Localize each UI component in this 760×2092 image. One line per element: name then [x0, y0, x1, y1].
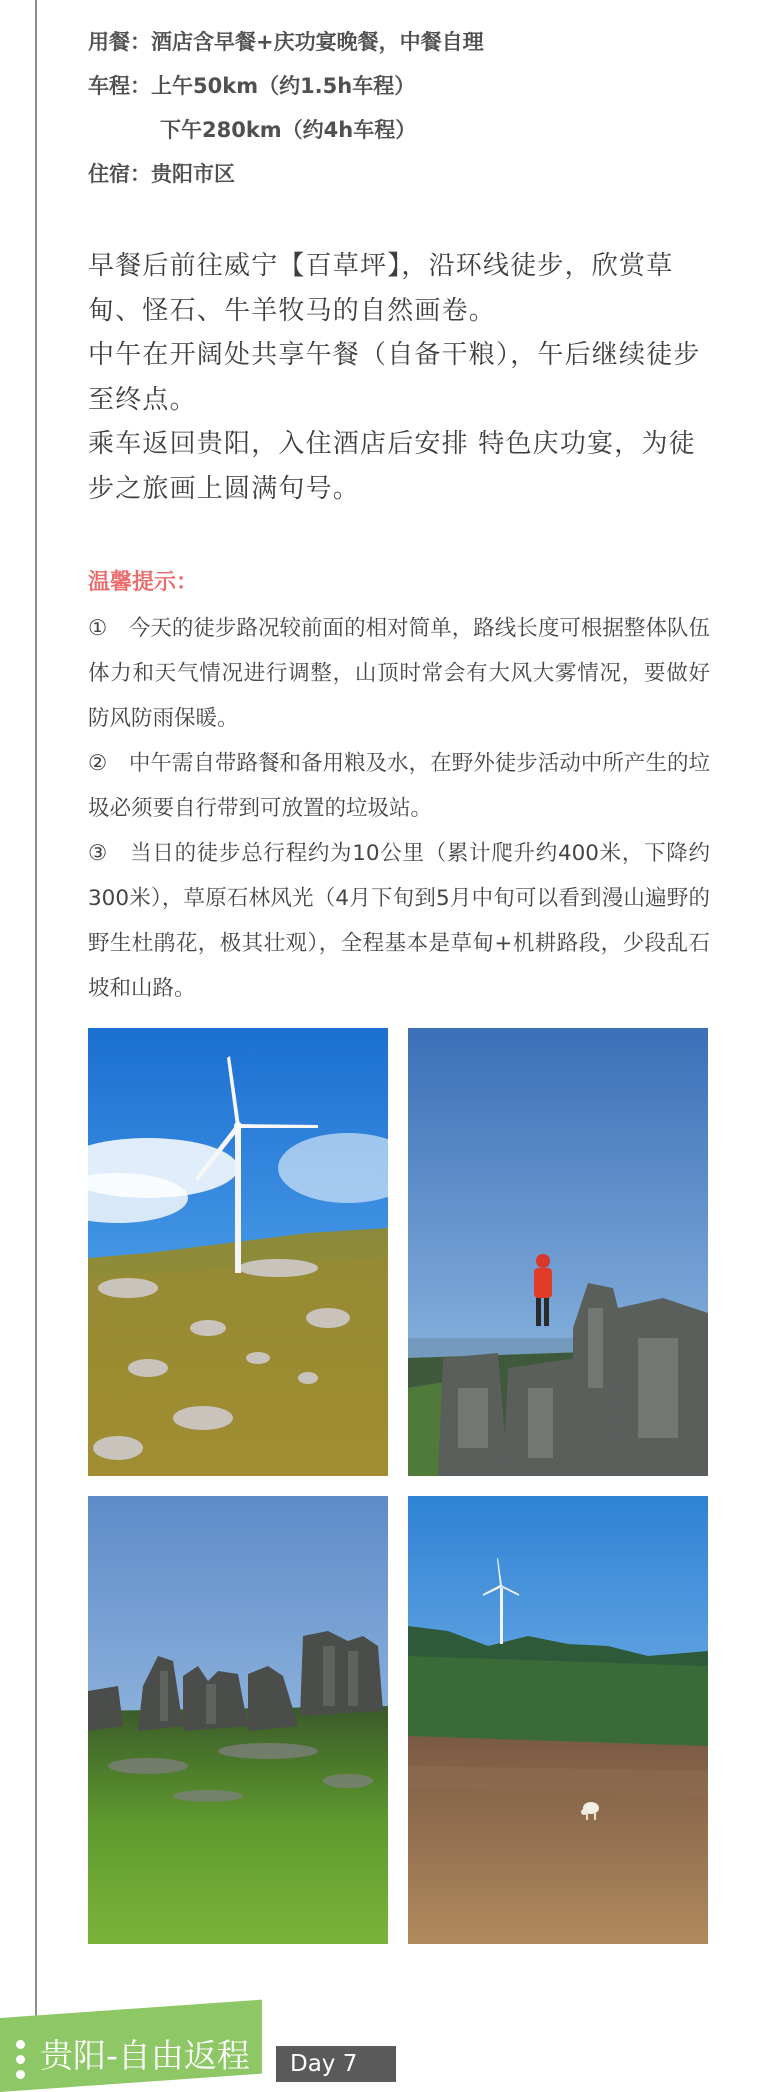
stay-info: 住宿：贵阳市区: [88, 162, 235, 186]
itinerary-description: [88, 244, 708, 511]
meal-info: 用餐：酒店含早餐+庆功宴晚餐，中餐自理: [88, 30, 484, 54]
tips-title: 温馨提示：: [88, 570, 199, 595]
transport-afternoon-info: 下午280km（约4h车程）: [160, 118, 417, 142]
description-paragraph: 乘车返回贵阳，入住酒店后安排 特色庆功宴，为徒步之旅画上圆满句号。: [88, 429, 696, 504]
trip-info: [88, 20, 708, 196]
photo-hiker-on-rocks: [408, 1028, 708, 1476]
photo-sheep-meadow: [408, 1496, 708, 1944]
day-title: 贵阳-自由返程: [40, 2036, 250, 2075]
photo-stone-forest: [88, 1496, 388, 1944]
tip-item: ① 今天的徒步路况较前面的相对简单，路线长度可根据整体队伍体力和天气情况进行调整，山顶时常会有大风大雾情况，要做好防风防雨保暖。: [88, 616, 710, 731]
tip-item: ② 中午需自带路餐和备用粮及水，在野外徒步活动中所产生的垃圾必须要自行带到可放置的垃圾站。: [88, 751, 710, 821]
banner-dots-icon: [16, 2040, 26, 2085]
timeline-line: [35, 0, 37, 2016]
day-badge: Day 7: [276, 2046, 396, 2082]
tip-item: ③ 当日的徒步总行程约为10公里（累计爬升约400米，下降约300米），草原石林风光（4月下旬到5月中旬可以看到漫山遍野的野生杜鹃花，极其壮观），全程基本是草甸+机耕路段，少段乱石坡和山路。: [88, 841, 710, 1001]
transport-info: 车程：上午50km（约1.5h车程）: [88, 74, 416, 98]
description-paragraph: 早餐后前往威宁【百草坪】，沿环线徒步，欣赏草甸、怪石、牛羊牧马的自然画卷。: [88, 251, 674, 326]
description-paragraph: 中午在开阔处共享午餐（自备干粮），午后继续徒步至终点。: [88, 340, 701, 415]
tips-list: [88, 606, 710, 1011]
photo-wind-turbine-hill: [88, 1028, 388, 1476]
